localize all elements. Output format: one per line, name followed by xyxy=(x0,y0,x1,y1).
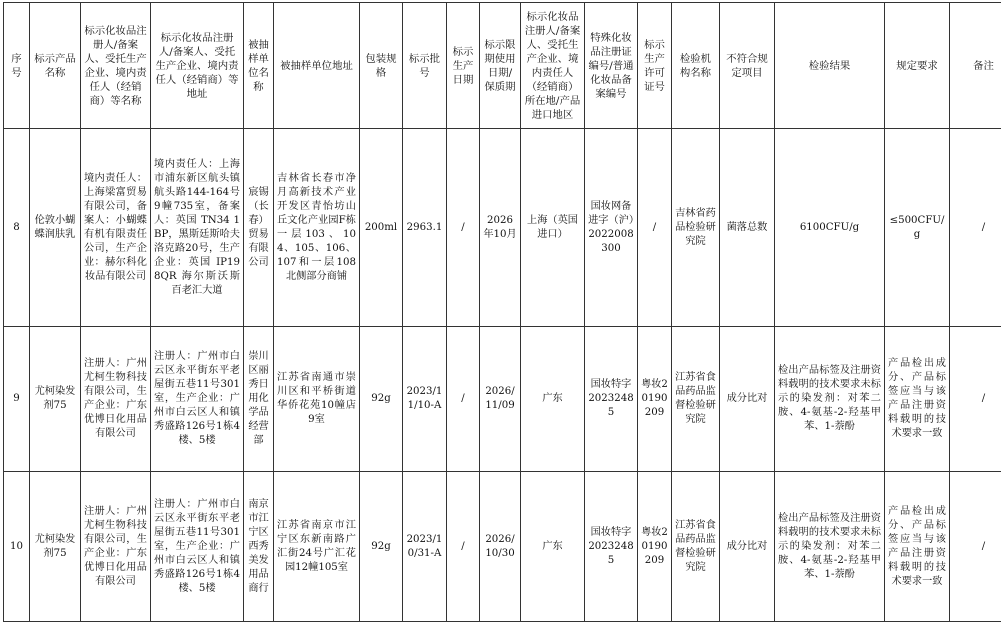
table-cell: 92g xyxy=(360,327,403,472)
header-cell: 检验机构名称 xyxy=(672,3,720,129)
table-cell: / xyxy=(950,472,1001,622)
header-cell: 被抽样单位地址 xyxy=(274,3,360,129)
table-cell: 注册人：广州尤柯生物科技有限公司，生产企业：广东优博日化用品有限公司 xyxy=(81,327,151,472)
table-cell: 广东 xyxy=(521,472,585,622)
table-cell: 境内责任人：上海梁富贸易有限公司，备案人：小蝴蝶有机有限责任公司，生产企业：赫尔科化妆品有限公司 xyxy=(81,129,151,327)
header-cell: 标示产品名称 xyxy=(30,3,81,129)
table-cell: 吉林省药品检验研究院 xyxy=(672,129,720,327)
table-cell: 2026年10月 xyxy=(480,129,521,327)
table-cell: 产品检出成分、产品标签应当与该产品注册资料载明的技术要求一致 xyxy=(885,327,950,472)
header-cell: 标示批号 xyxy=(403,3,447,129)
table-cell: / xyxy=(950,327,1001,472)
table-cell: 吉林省长春市净月高新技术产业开发区青怡坊山丘文化产业园F栋一层103、104、105、106、107和一层108北侧部分商铺 xyxy=(274,129,360,327)
table-cell: 9 xyxy=(4,327,30,472)
header-cell: 标示化妆品注册人/备案人、受托生产企业、境内责任人（经销商）所在地/产品进口地区 xyxy=(521,3,585,129)
table-cell: 8 xyxy=(4,129,30,327)
table-cell: 10 xyxy=(4,472,30,622)
table-cell: 成分比对 xyxy=(720,327,775,472)
table-cell: 境内责任人：上海市浦东新区航头镇航头路144-164号9幢735室，备案人：英国 TN34 1BP，黑斯廷斯哈夫洛克路20号，生产企业：英国 IP19 8QR 海尔斯沃斯百老汇大道 xyxy=(151,129,244,327)
header-cell: 特殊化妆品注册证编号/普通化妆品备案编号 xyxy=(585,3,638,129)
table-cell: / xyxy=(447,472,480,622)
table-cell: 菌落总数 xyxy=(720,129,775,327)
table-cell: 尤柯染发剂75 xyxy=(30,327,81,472)
table-cell: 产品检出成分、产品标签应当与该产品注册资料载明的技术要求一致 xyxy=(885,472,950,622)
table-cell: 崇川区丽秀日用化学品经营部 xyxy=(244,327,274,472)
table-cell: 南京市江宁区西秀美发用品商行 xyxy=(244,472,274,622)
header-cell: 序号 xyxy=(4,3,30,129)
header-cell: 标示限期使用日期/保质期 xyxy=(480,3,521,129)
table-cell: 伦敦小蝴蝶润肤乳 xyxy=(30,129,81,327)
header-cell: 检验结果 xyxy=(775,3,885,129)
header-cell: 标示化妆品注册人/备案人、受托生产企业、境内责任人（经销商）等地址 xyxy=(151,3,244,129)
header-cell: 标示生产日期 xyxy=(447,3,480,129)
table-cell: / xyxy=(447,327,480,472)
table-cell: 宸锡（长春）贸易有限公司 xyxy=(244,129,274,327)
table-cell: 粤妆20190209 xyxy=(638,472,672,622)
inspection-results-table xyxy=(3,2,1001,622)
table-cell: 江苏省食品药品监督检验研究院 xyxy=(672,327,720,472)
table-row xyxy=(4,129,1001,327)
header-cell: 备注 xyxy=(950,3,1001,129)
table-cell: 检出产品标签及注册资料载明的技术要求未标示的染发剂：对苯二胺、4-氨基-2-羟基甲苯、1-萘酚 xyxy=(775,472,885,622)
table-cell: 成分比对 xyxy=(720,472,775,622)
header-cell: 被抽样单位名称 xyxy=(244,3,274,129)
table-cell: 粤妆20190209 xyxy=(638,327,672,472)
table-cell: 2023/10/31-A xyxy=(403,472,447,622)
header-cell: 不符合规定项目 xyxy=(720,3,775,129)
table-cell: 上海（英国进口） xyxy=(521,129,585,327)
table-cell: / xyxy=(447,129,480,327)
table-cell: 国妆特字20232485 xyxy=(585,327,638,472)
table-row xyxy=(4,472,1001,622)
table-cell: 检出产品标签及注册资料载明的技术要求未标示的染发剂：对苯二胺、4-氨基-2-羟基甲苯、1-萘酚 xyxy=(775,327,885,472)
table-cell: 江苏省南京市江宁区东新南路广汇街24号广汇花园12幢105室 xyxy=(274,472,360,622)
table-cell: 注册人：广州尤柯生物科技有限公司，生产企业：广东优博日化用品有限公司 xyxy=(81,472,151,622)
table-cell: ≤500CFU/g xyxy=(885,129,950,327)
table-cell: / xyxy=(638,129,672,327)
table-cell: 广东 xyxy=(521,327,585,472)
table-cell: 6100CFU/g xyxy=(775,129,885,327)
header-cell: 规定要求 xyxy=(885,3,950,129)
table-row xyxy=(4,327,1001,472)
header-cell: 标示生产许可证号 xyxy=(638,3,672,129)
table-cell: / xyxy=(950,129,1001,327)
table-cell: 2963.1 xyxy=(403,129,447,327)
table-cell: 2026/11/09 xyxy=(480,327,521,472)
table-cell: 国妆特字20232485 xyxy=(585,472,638,622)
table-cell: 注册人：广州市白云区永平街东平老屋街五巷11号301室，生产企业：广州市白云区人和镇秀盛路126号1栋4楼、5楼 xyxy=(151,472,244,622)
table-cell: 92g xyxy=(360,472,403,622)
table-cell: 江苏省南通市崇川区和平桥街道华侨花苑10幢店9室 xyxy=(274,327,360,472)
table-cell: 江苏省食品药品监督检验研究院 xyxy=(672,472,720,622)
table-cell: 2023/11/10-A xyxy=(403,327,447,472)
table-cell: 尤柯染发剂75 xyxy=(30,472,81,622)
table-cell: 注册人：广州市白云区永平街东平老屋街五巷11号301室，生产企业：广州市白云区人和镇秀盛路126号1栋4楼、5楼 xyxy=(151,327,244,472)
header-cell: 包装规格 xyxy=(360,3,403,129)
header-cell: 标示化妆品注册人/备案人、受托生产企业、境内责任人（经销商）等名称 xyxy=(81,3,151,129)
table-cell: 200ml xyxy=(360,129,403,327)
header-row xyxy=(4,3,1001,129)
table-cell: 国妆网备进字（沪）2022008300 xyxy=(585,129,638,327)
table-cell: 2026/10/30 xyxy=(480,472,521,622)
